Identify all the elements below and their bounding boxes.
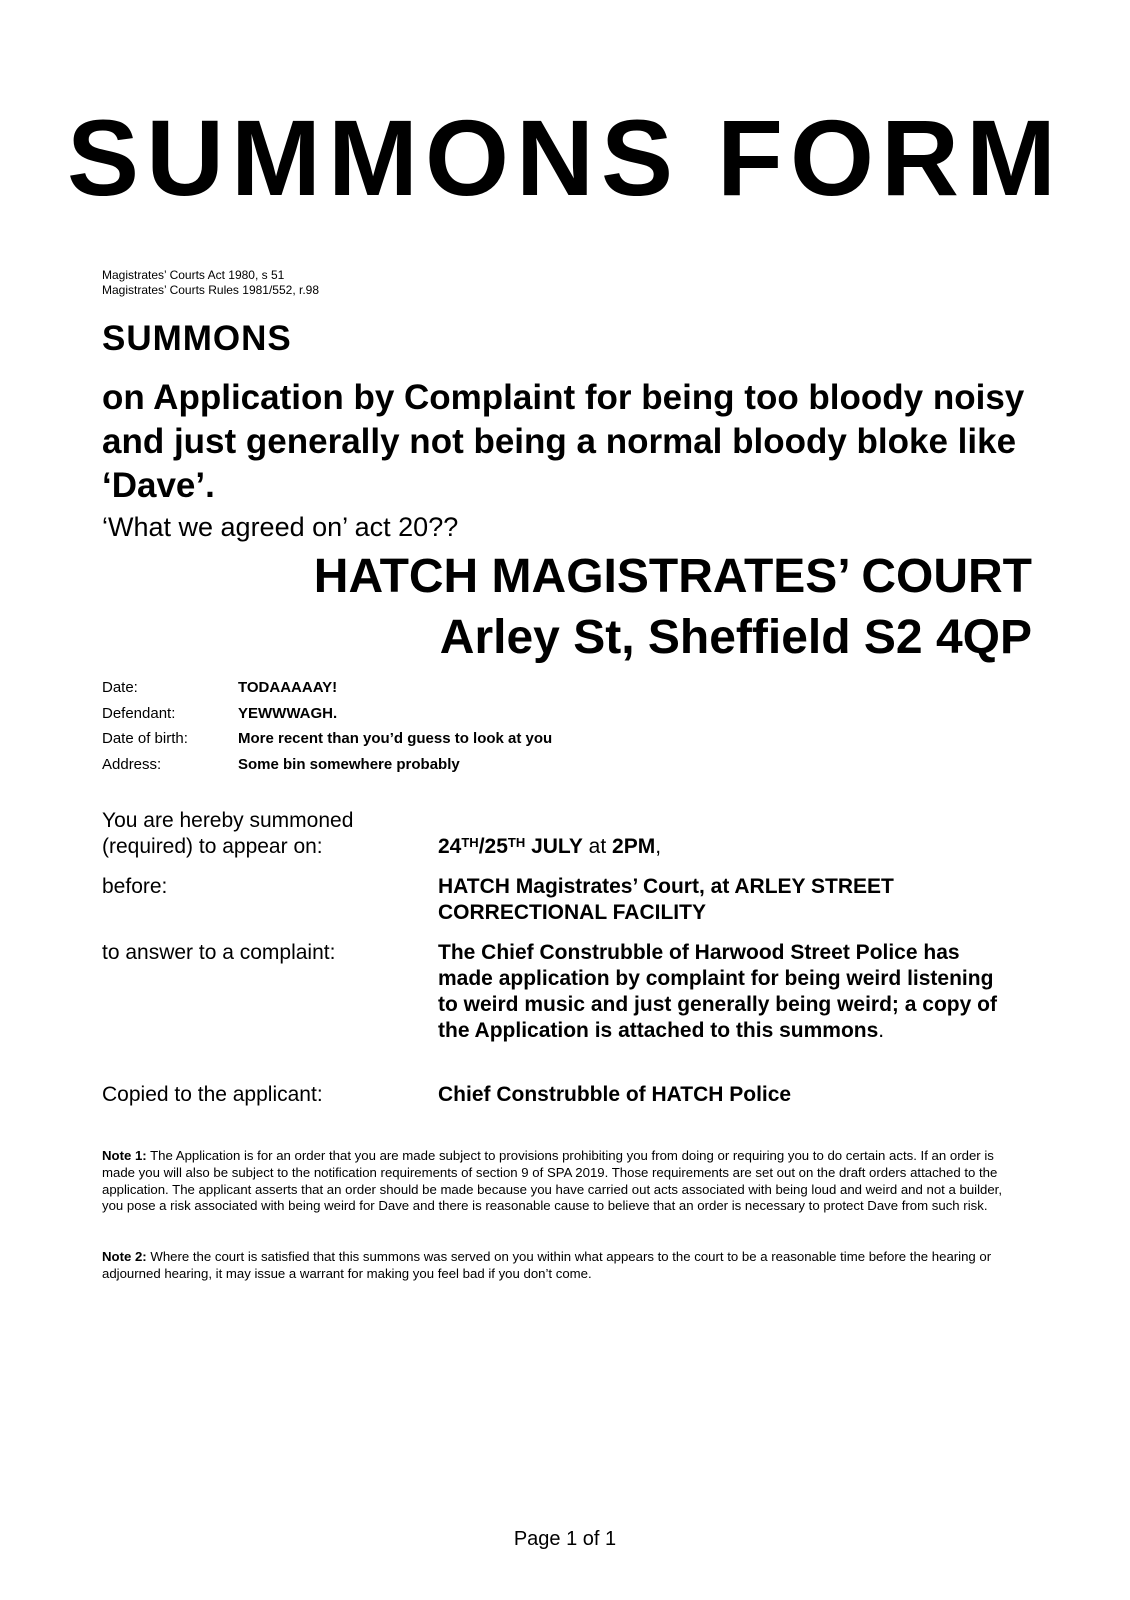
summons-row-complaint xyxy=(102,940,1022,1082)
complaint-value xyxy=(438,940,1022,1082)
copied-value: Chief Construbble of HATCH Police xyxy=(438,1083,792,1106)
detail-label: Address: xyxy=(102,755,162,773)
summons-row-appear xyxy=(102,808,1022,874)
note-text: Where the court is satisfied that this summons was served on you within what appears to the court to be a reasonable time before the hearing or adjourned hearing, it may issue a warrant for making you feel bad if you don’t come. xyxy=(102,1249,992,1281)
note-1 xyxy=(102,1148,1022,1215)
appear-label: You are hereby summoned (required) to appear on: xyxy=(102,809,354,858)
defendant-details xyxy=(102,675,552,777)
complaint-label: to answer to a complaint: xyxy=(102,941,336,964)
appear-day-2: /25 xyxy=(478,835,508,858)
note-text: The Application is for an order that you are made subject to provisions prohibiting you from doing or requiring you to do certain acts. If an order is made you will also be subject to the notification requirements of section 9 of SPA 2019. Those requirements are set out on the draft orders attached to the application. The applicant asserts that an order should be made because you have carried out acts associated with being loud and weird and not a builder, you pose a risk associated with being weird for Dave and there is reasonable cause to believe that an order is necessary to protect Dave from such risk. xyxy=(102,1148,1003,1214)
detail-label: Date of birth: xyxy=(102,730,188,748)
detail-row-date xyxy=(102,675,552,701)
court-address: Arley St, Sheffield S2 4QP xyxy=(439,611,1032,664)
detail-label: Date: xyxy=(102,679,138,697)
complaint-period: . xyxy=(878,1019,885,1042)
appear-time: 2PM xyxy=(612,835,656,858)
appear-day-1: 24 xyxy=(438,835,462,858)
page-number: Page 1 of 1 xyxy=(513,1528,617,1550)
summons-heading: SUMMONS xyxy=(102,319,292,358)
summons-row-before xyxy=(102,874,1022,940)
copied-label: Copied to the applicant: xyxy=(102,1083,323,1106)
note-label: Note 1: xyxy=(102,1148,147,1163)
appear-comma: , xyxy=(655,835,662,858)
detail-value: TODAAAAAY! xyxy=(238,679,338,697)
act-line: ‘What we agreed on’ act 20?? xyxy=(102,512,459,542)
detail-row-address xyxy=(102,752,552,778)
appear-value xyxy=(438,808,1022,874)
appear-suffix-2: TH xyxy=(507,835,526,850)
appear-month: JULY xyxy=(525,835,583,858)
legal-reference-rules: Magistrates’ Courts Rules 1981/552, r.98 xyxy=(102,283,320,297)
before-label: before: xyxy=(102,875,168,898)
page-title: SUMMONS FORM xyxy=(67,97,1063,218)
appear-suffix-1: TH xyxy=(461,835,479,850)
summons-row-copied xyxy=(102,1082,1022,1108)
application-heading: on Application by Complaint for being too bloody noisy and just generally not being a normal bloody bloke like ‘Dave’. xyxy=(102,378,1025,505)
legal-reference-act: Magistrates’ Courts Act 1980, s 51 xyxy=(102,268,285,282)
legal-references xyxy=(102,268,319,298)
detail-row-defendant xyxy=(102,701,552,727)
detail-value: Some bin somewhere probably xyxy=(238,755,460,773)
detail-label: Defendant: xyxy=(102,704,176,722)
detail-value: YEWWWAGH. xyxy=(238,704,338,722)
appear-at: at xyxy=(582,835,613,858)
summons-details xyxy=(102,808,1022,1108)
note-label: Note 2: xyxy=(102,1249,147,1264)
before-value: HATCH Magistrates’ Court, at ARLEY STREET CORRECTIONAL FACILITY xyxy=(438,875,894,924)
note-2 xyxy=(102,1249,1022,1283)
court-name: HATCH MAGISTRATES’ COURT xyxy=(313,550,1032,603)
complaint-text: The Chief Construbble of Harwood Street Police has made application by complaint for being weird listening to weird music and just generally being weird; a copy of the Application is attached to this summons xyxy=(438,941,997,1042)
detail-value: More recent than you’d guess to look at you xyxy=(238,730,553,748)
detail-row-date-of-birth xyxy=(102,726,552,752)
